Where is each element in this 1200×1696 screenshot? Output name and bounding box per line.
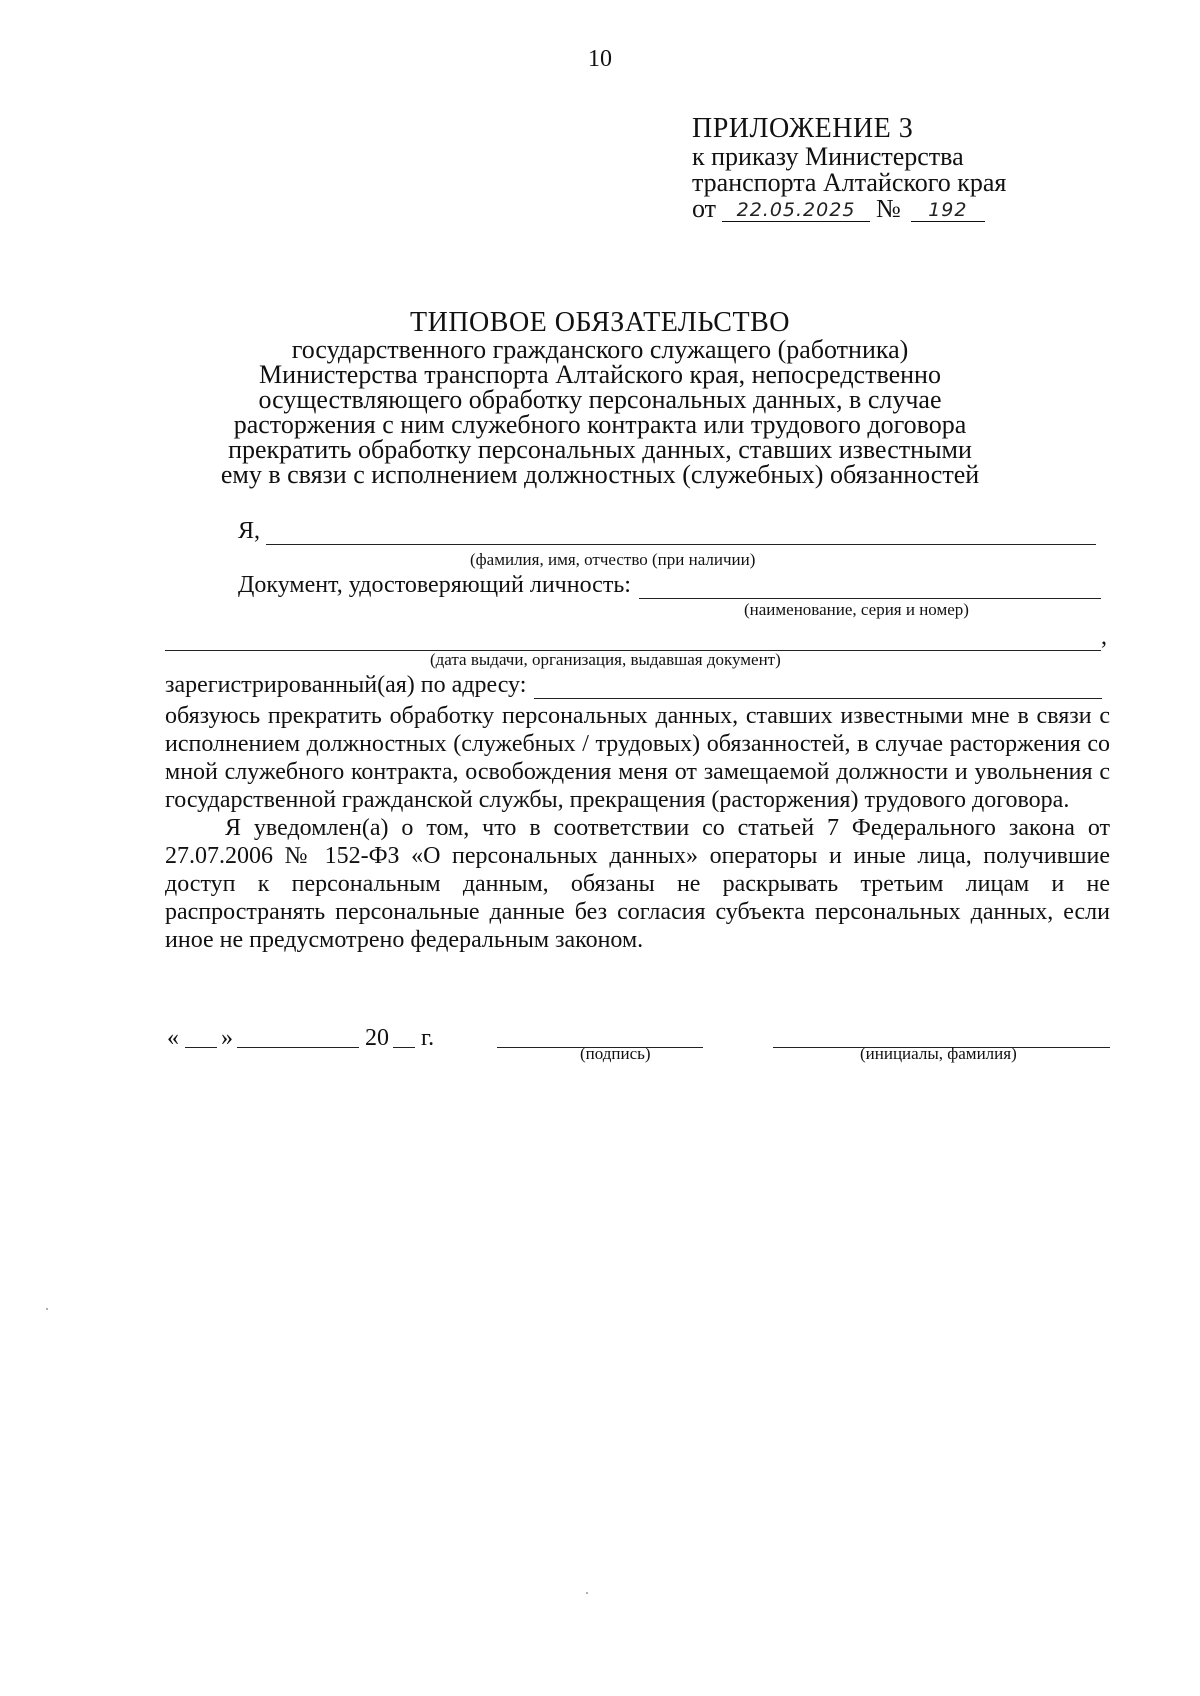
year-prefix: 20 — [365, 1025, 389, 1051]
handwritten-number: 192 — [911, 199, 985, 222]
title-line: осуществляющего обработку персональных данных, в случае — [258, 385, 942, 414]
fio-caption: (фамилия, имя, отчество (при наличии) — [470, 550, 756, 569]
number-prefix: № — [876, 194, 901, 223]
i-label: Я, — [238, 518, 261, 544]
quote-close: » — [221, 1025, 233, 1051]
document-title — [150, 307, 1050, 489]
title-line: Министерства транспорта Алтайского края, непосредственно — [259, 360, 941, 389]
address-row — [165, 672, 1102, 699]
scan-speck — [586, 1592, 588, 1594]
title-line: прекратить обработку персональных данных, ставших известными — [228, 435, 972, 464]
paragraph-2: Я уведомлен(а) о том, что в соответствии со статьей 7 Федерального закона от 27.07.2006 № 152-ФЗ «О персональных данных» операторы и иные лица, получившие доступ к персональным данным, обязаны не раскрывать третьим лицам и не распространять персональные данные без согласия субъекта персональных данных, если иное не предусмотрено федеральным законом. — [165, 815, 1110, 953]
title-line: государственного гражданского служащего (работника) — [291, 335, 909, 364]
scan-speck — [46, 1308, 48, 1310]
handwritten-date: 22.05.2025 — [722, 199, 870, 222]
doc-label: Документ, удостоверяющий личность: — [238, 572, 631, 598]
month-field[interactable] — [237, 1027, 359, 1048]
issue-field[interactable] — [165, 630, 1101, 651]
doc-row — [238, 572, 1101, 599]
order-date-number — [692, 196, 1112, 222]
fio-row — [238, 518, 1096, 545]
address-label: зарегистрированный(ая) по адресу: — [165, 672, 527, 698]
title-line: ему в связи с исполнением должностных (служебных) обязанностей — [220, 460, 980, 489]
quote-open: « — [167, 1025, 179, 1051]
issue-row — [165, 624, 1107, 651]
year-field[interactable] — [393, 1027, 415, 1048]
name-caption: (инициалы, фамилия) — [860, 1044, 1017, 1063]
title-main: ТИПОВОЕ ОБЯЗАТЕЛЬСТВО — [410, 307, 790, 338]
day-field[interactable] — [185, 1027, 217, 1048]
issue-caption: (дата выдачи, организация, выдавшая документ) — [430, 650, 781, 669]
year-suffix: г. — [421, 1025, 435, 1051]
appendix-block — [692, 113, 1112, 223]
title-line: расторжения с ним служебного контракта или трудового договора — [233, 410, 967, 439]
fio-field[interactable] — [266, 524, 1096, 545]
address-field[interactable] — [534, 678, 1102, 699]
paragraph-1: обязуюсь прекратить обработку персональных данных, ставших известными мне в связи с исполнением должностных (служебных / трудовых) обязанностей, в случае расторжения со мной служебного контракта, освобождения меня от замещаемой должности и увольнения с государственной гражданской службы, прекращения (расторжения) трудового договора. — [165, 703, 1110, 813]
appendix-heading: ПРИЛОЖЕНИЕ 3 — [692, 113, 914, 144]
doc-field[interactable] — [639, 578, 1101, 599]
appendix-line-1: к приказу Министерства — [692, 142, 964, 171]
page-number: 10 — [588, 46, 612, 72]
doc-caption: (наименование, серия и номер) — [744, 600, 969, 619]
date-prefix: от — [692, 194, 717, 223]
signature-caption: (подпись) — [580, 1044, 651, 1063]
body-text — [165, 702, 1110, 954]
appendix-line-2: транспорта Алтайского края — [692, 168, 1007, 197]
issue-end: , — [1101, 624, 1107, 650]
